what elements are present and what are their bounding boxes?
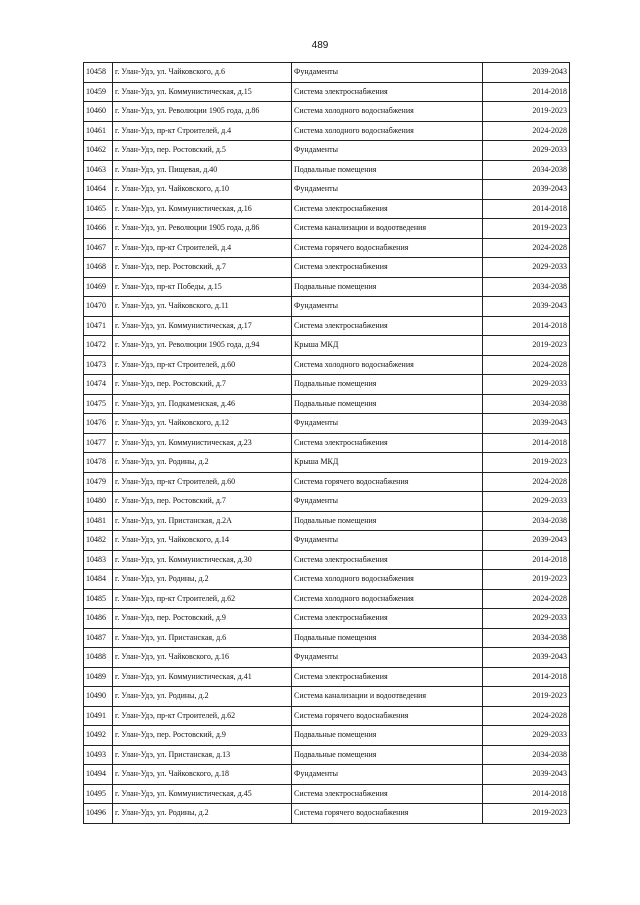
- address-cell: г. Улан-Удэ, ул. Подкаменская, д.46: [113, 394, 292, 414]
- work-type-cell: Система электроснабжения: [292, 82, 483, 102]
- work-type-cell: Система электроснабжения: [292, 433, 483, 453]
- row-id-cell: 10480: [84, 492, 113, 512]
- table-row: [84, 628, 570, 648]
- address-cell: г. Улан-Удэ, пер. Ростовский, д.9: [113, 726, 292, 746]
- period-cell: 2029-2033: [483, 492, 570, 512]
- work-type-cell: Фундаменты: [292, 765, 483, 785]
- address-cell: г. Улан-Удэ, пр-кт Строителей, д.60: [113, 355, 292, 375]
- work-type-cell: Подвальные помещения: [292, 277, 483, 297]
- row-id-cell: 10491: [84, 706, 113, 726]
- period-cell: 2019-2023: [483, 102, 570, 122]
- period-cell: 2024-2028: [483, 238, 570, 258]
- table-body: [84, 63, 570, 824]
- address-cell: г. Улан-Удэ, ул. Пристанская, д.2А: [113, 511, 292, 531]
- table-row: [84, 297, 570, 317]
- period-cell: 2034-2038: [483, 745, 570, 765]
- period-cell: 2034-2038: [483, 277, 570, 297]
- address-cell: г. Улан-Удэ, ул. Родины, д.2: [113, 687, 292, 707]
- address-cell: г. Улан-Удэ, ул. Чайковского, д.12: [113, 414, 292, 434]
- row-id-cell: 10474: [84, 375, 113, 395]
- work-type-cell: Система горячего водоснабжения: [292, 238, 483, 258]
- row-id-cell: 10496: [84, 804, 113, 824]
- address-cell: г. Улан-Удэ, пр-кт Победы, д.15: [113, 277, 292, 297]
- period-cell: 2034-2038: [483, 511, 570, 531]
- table-row: [84, 82, 570, 102]
- work-type-cell: Фундаменты: [292, 492, 483, 512]
- period-cell: 2024-2028: [483, 706, 570, 726]
- address-cell: г. Улан-Удэ, ул. Коммунистическая, д.15: [113, 82, 292, 102]
- address-cell: г. Улан-Удэ, пер. Ростовский, д.7: [113, 258, 292, 278]
- address-cell: г. Улан-Удэ, пр-кт Строителей, д.62: [113, 706, 292, 726]
- table-row: [84, 667, 570, 687]
- address-cell: г. Улан-Удэ, ул. Революции 1905 года, д.86: [113, 219, 292, 239]
- row-id-cell: 10472: [84, 336, 113, 356]
- address-cell: г. Улан-Удэ, пер. Ростовский, д.7: [113, 492, 292, 512]
- work-type-cell: Подвальные помещения: [292, 726, 483, 746]
- row-id-cell: 10467: [84, 238, 113, 258]
- work-type-cell: Система холодного водоснабжения: [292, 589, 483, 609]
- table-row: [84, 394, 570, 414]
- row-id-cell: 10481: [84, 511, 113, 531]
- row-id-cell: 10489: [84, 667, 113, 687]
- work-type-cell: Фундаменты: [292, 531, 483, 551]
- table-row: [84, 531, 570, 551]
- address-cell: г. Улан-Удэ, пр-кт Строителей, д.4: [113, 238, 292, 258]
- work-type-cell: Система электроснабжения: [292, 550, 483, 570]
- row-id-cell: 10464: [84, 180, 113, 200]
- row-id-cell: 10458: [84, 63, 113, 83]
- table-row: [84, 141, 570, 161]
- address-cell: г. Улан-Удэ, ул. Родины, д.2: [113, 453, 292, 473]
- repair-schedule-table: [83, 62, 570, 824]
- row-id-cell: 10473: [84, 355, 113, 375]
- row-id-cell: 10466: [84, 219, 113, 239]
- period-cell: 2024-2028: [483, 472, 570, 492]
- table-row: [84, 277, 570, 297]
- address-cell: г. Улан-Удэ, ул. Коммунистическая, д.45: [113, 784, 292, 804]
- table-row: [84, 121, 570, 141]
- table-row: [84, 63, 570, 83]
- work-type-cell: Подвальные помещения: [292, 745, 483, 765]
- table-row: [84, 804, 570, 824]
- work-type-cell: Подвальные помещения: [292, 511, 483, 531]
- work-type-cell: Система холодного водоснабжения: [292, 102, 483, 122]
- work-type-cell: Крыша МКД: [292, 453, 483, 473]
- row-id-cell: 10492: [84, 726, 113, 746]
- table-row: [84, 745, 570, 765]
- work-type-cell: Система электроснабжения: [292, 667, 483, 687]
- address-cell: г. Улан-Удэ, ул. Коммунистическая, д.23: [113, 433, 292, 453]
- row-id-cell: 10477: [84, 433, 113, 453]
- address-cell: г. Улан-Удэ, ул. Чайковского, д.10: [113, 180, 292, 200]
- row-id-cell: 10493: [84, 745, 113, 765]
- period-cell: 2034-2038: [483, 160, 570, 180]
- table-row: [84, 336, 570, 356]
- address-cell: г. Улан-Удэ, пер. Ростовский, д.7: [113, 375, 292, 395]
- work-type-cell: Система холодного водоснабжения: [292, 121, 483, 141]
- page-number: 489: [311, 40, 329, 51]
- row-id-cell: 10465: [84, 199, 113, 219]
- row-id-cell: 10490: [84, 687, 113, 707]
- period-cell: 2019-2023: [483, 336, 570, 356]
- row-id-cell: 10459: [84, 82, 113, 102]
- row-id-cell: 10460: [84, 102, 113, 122]
- row-id-cell: 10471: [84, 316, 113, 336]
- work-type-cell: Фундаменты: [292, 648, 483, 668]
- work-type-cell: Фундаменты: [292, 180, 483, 200]
- table-row: [84, 784, 570, 804]
- table-row: [84, 648, 570, 668]
- period-cell: 2014-2018: [483, 667, 570, 687]
- work-type-cell: Подвальные помещения: [292, 628, 483, 648]
- address-cell: г. Улан-Удэ, ул. Пищевая, д.40: [113, 160, 292, 180]
- row-id-cell: 10476: [84, 414, 113, 434]
- table-row: [84, 316, 570, 336]
- address-cell: г. Улан-Удэ, ул. Коммунистическая, д.41: [113, 667, 292, 687]
- period-cell: 2019-2023: [483, 570, 570, 590]
- row-id-cell: 10494: [84, 765, 113, 785]
- work-type-cell: Подвальные помещения: [292, 394, 483, 414]
- address-cell: г. Улан-Удэ, ул. Коммунистическая, д.17: [113, 316, 292, 336]
- table-row: [84, 414, 570, 434]
- period-cell: 2019-2023: [483, 804, 570, 824]
- table-row: [84, 765, 570, 785]
- table-row: [84, 102, 570, 122]
- period-cell: 2039-2043: [483, 765, 570, 785]
- period-cell: 2024-2028: [483, 355, 570, 375]
- work-type-cell: Фундаменты: [292, 141, 483, 161]
- table-row: [84, 453, 570, 473]
- period-cell: 2024-2028: [483, 121, 570, 141]
- table-row: [84, 726, 570, 746]
- period-cell: 2024-2028: [483, 589, 570, 609]
- row-id-cell: 10484: [84, 570, 113, 590]
- table-row: [84, 609, 570, 629]
- row-id-cell: 10478: [84, 453, 113, 473]
- period-cell: 2014-2018: [483, 433, 570, 453]
- period-cell: 2029-2033: [483, 141, 570, 161]
- row-id-cell: 10495: [84, 784, 113, 804]
- work-type-cell: Система электроснабжения: [292, 609, 483, 629]
- work-type-cell: Система горячего водоснабжения: [292, 804, 483, 824]
- work-type-cell: Система канализации и водоотведения: [292, 219, 483, 239]
- period-cell: 2014-2018: [483, 550, 570, 570]
- table-row: [84, 472, 570, 492]
- row-id-cell: 10488: [84, 648, 113, 668]
- address-cell: г. Улан-Удэ, ул. Коммунистическая, д.30: [113, 550, 292, 570]
- period-cell: 2014-2018: [483, 199, 570, 219]
- row-id-cell: 10462: [84, 141, 113, 161]
- table-row: [84, 160, 570, 180]
- work-type-cell: Система электроснабжения: [292, 316, 483, 336]
- period-cell: 2039-2043: [483, 63, 570, 83]
- table-row: [84, 511, 570, 531]
- address-cell: г. Улан-Удэ, ул. Чайковского, д.6: [113, 63, 292, 83]
- period-cell: 2039-2043: [483, 180, 570, 200]
- period-cell: 2029-2033: [483, 726, 570, 746]
- work-type-cell: Система горячего водоснабжения: [292, 472, 483, 492]
- table-row: [84, 433, 570, 453]
- address-cell: г. Улан-Удэ, ул. Пристанская, д.6: [113, 628, 292, 648]
- address-cell: г. Улан-Удэ, ул. Родины, д.2: [113, 570, 292, 590]
- period-cell: 2019-2023: [483, 219, 570, 239]
- work-type-cell: Система горячего водоснабжения: [292, 706, 483, 726]
- table-row: [84, 258, 570, 278]
- table-row: [84, 706, 570, 726]
- period-cell: 2039-2043: [483, 414, 570, 434]
- period-cell: 2014-2018: [483, 784, 570, 804]
- period-cell: 2039-2043: [483, 297, 570, 317]
- address-cell: г. Улан-Удэ, ул. Чайковского, д.16: [113, 648, 292, 668]
- period-cell: 2014-2018: [483, 82, 570, 102]
- address-cell: г. Улан-Удэ, ул. Революции 1905 года, д.86: [113, 102, 292, 122]
- table-row: [84, 687, 570, 707]
- period-cell: 2029-2033: [483, 375, 570, 395]
- row-id-cell: 10469: [84, 277, 113, 297]
- address-cell: г. Улан-Удэ, пер. Ростовский, д.5: [113, 141, 292, 161]
- work-type-cell: Фундаменты: [292, 414, 483, 434]
- work-type-cell: Система холодного водоснабжения: [292, 355, 483, 375]
- address-cell: г. Улан-Удэ, ул. Чайковского, д.11: [113, 297, 292, 317]
- row-id-cell: 10483: [84, 550, 113, 570]
- work-type-cell: Система электроснабжения: [292, 258, 483, 278]
- table-row: [84, 199, 570, 219]
- address-cell: г. Улан-Удэ, ул. Коммунистическая, д.16: [113, 199, 292, 219]
- address-cell: г. Улан-Удэ, ул. Чайковского, д.14: [113, 531, 292, 551]
- work-type-cell: Подвальные помещения: [292, 375, 483, 395]
- row-id-cell: 10461: [84, 121, 113, 141]
- table-row: [84, 570, 570, 590]
- row-id-cell: 10463: [84, 160, 113, 180]
- period-cell: 2019-2023: [483, 453, 570, 473]
- work-type-cell: Система холодного водоснабжения: [292, 570, 483, 590]
- row-id-cell: 10479: [84, 472, 113, 492]
- row-id-cell: 10468: [84, 258, 113, 278]
- address-cell: г. Улан-Удэ, пр-кт Строителей, д.4: [113, 121, 292, 141]
- row-id-cell: 10485: [84, 589, 113, 609]
- row-id-cell: 10486: [84, 609, 113, 629]
- table-row: [84, 550, 570, 570]
- period-cell: 2034-2038: [483, 628, 570, 648]
- table-row: [84, 180, 570, 200]
- period-cell: 2029-2033: [483, 258, 570, 278]
- row-id-cell: 10487: [84, 628, 113, 648]
- row-id-cell: 10470: [84, 297, 113, 317]
- table-row: [84, 375, 570, 395]
- address-cell: г. Улан-Удэ, пер. Ростовский, д.9: [113, 609, 292, 629]
- row-id-cell: 10482: [84, 531, 113, 551]
- address-cell: г. Улан-Удэ, ул. Родины, д.2: [113, 804, 292, 824]
- work-type-cell: Фундаменты: [292, 297, 483, 317]
- work-type-cell: Система электроснабжения: [292, 199, 483, 219]
- period-cell: 2029-2033: [483, 609, 570, 629]
- period-cell: 2039-2043: [483, 531, 570, 551]
- address-cell: г. Улан-Удэ, ул. Революции 1905 года, д.94: [113, 336, 292, 356]
- table-row: [84, 238, 570, 258]
- address-cell: г. Улан-Удэ, ул. Чайковского, д.18: [113, 765, 292, 785]
- period-cell: 2034-2038: [483, 394, 570, 414]
- work-type-cell: Система канализации и водоотведения: [292, 687, 483, 707]
- table-row: [84, 355, 570, 375]
- table-row: [84, 589, 570, 609]
- work-type-cell: Система электроснабжения: [292, 784, 483, 804]
- period-cell: 2039-2043: [483, 648, 570, 668]
- address-cell: г. Улан-Удэ, ул. Пристанская, д.13: [113, 745, 292, 765]
- work-type-cell: Подвальные помещения: [292, 160, 483, 180]
- work-type-cell: Фундаменты: [292, 63, 483, 83]
- row-id-cell: 10475: [84, 394, 113, 414]
- table-row: [84, 492, 570, 512]
- table-row: [84, 219, 570, 239]
- work-type-cell: Крыша МКД: [292, 336, 483, 356]
- period-cell: 2019-2023: [483, 687, 570, 707]
- address-cell: г. Улан-Удэ, пр-кт Строителей, д.62: [113, 589, 292, 609]
- address-cell: г. Улан-Удэ, пр-кт Строителей, д.60: [113, 472, 292, 492]
- period-cell: 2014-2018: [483, 316, 570, 336]
